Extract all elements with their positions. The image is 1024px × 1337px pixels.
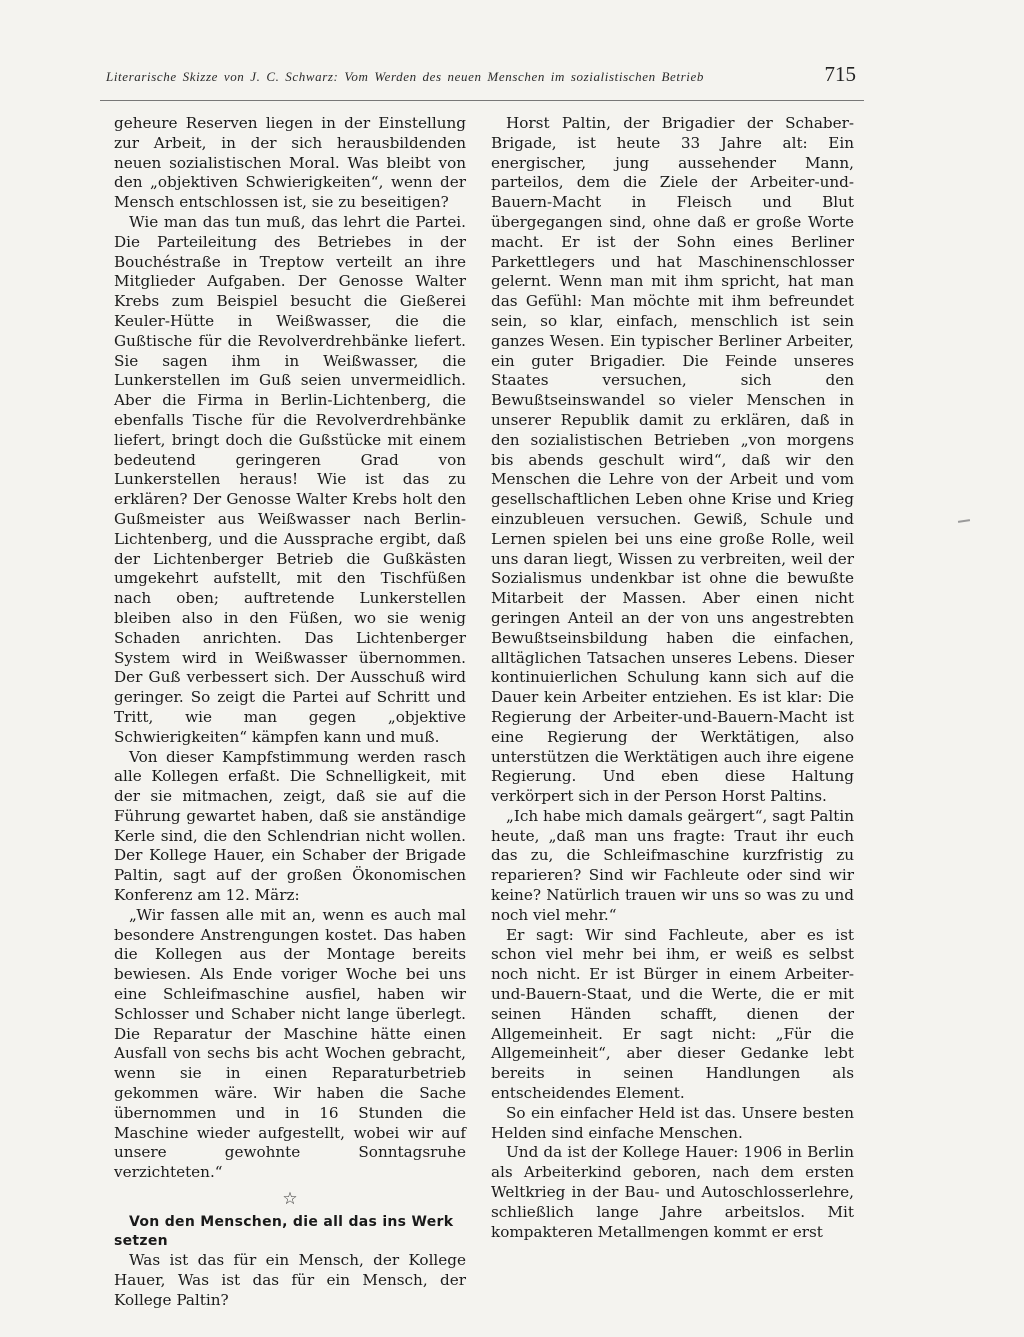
running-header [100,60,864,101]
page-number: 715 [824,62,856,86]
section-heading: Von den Menschen, die all das ins Werk setzen [114,1214,454,1250]
paragraph: Horst Paltin, der Brigadier der Schaber-Brigade, ist heute 33 Jahre alt: Ein energischer, jung aussehender Mann, parteilos, dem die Ziele der Arbeiter-und-Bauern-Macht in Fleisch und Blut übergegangen sind, ohne daß er große Worte macht. Er ist der Sohn eines Berliner Parkettlegers und hat Maschinenschlosser gelernt. Wenn man mit ihm spricht, hat man das Gefühl: Man möchte mit ihm befreundet sein, so klar, einfach, menschlich ist sein ganzes Wesen. Ein typischer Berliner Arbeiter, ein guter Brigadier. Die Feinde unseres Staates versuchen, sich den Bewußtseinswandel so vieler Menschen in unserer Republik damit zu erklären, daß in den sozialistischen Betrieben „von morgens bis abends geschult wird“, daß wir den Menschen die Lehre von der Arbeit und vom gesellschaftlichen Leben ohne Krise und Krieg einzubleuen versuchen. Gewiß, Schule und Lernen spielen bei uns eine große Rolle, weil uns daran liegt, Wissen zu verbreiten, weil der Sozialismus undenkbar ist ohne die bewußte Mitarbeit der Massen. Aber einen nicht geringen Anteil an der von uns angestrebten Bewußtseinsbildung haben die einfachen, alltäglichen Tatsachen unseres Lebens. Dieser kontinuierlichen Schulung kann sich auf die Dauer kein Arbeiter entziehen. Es ist klar: Die Regierung der Arbeiter-und-Bauern-Macht ist eine Regierung der Werktätigen, also unterstützen die Werktätigen auch ihre eigene Regierung. Und eben diese Haltung verkörpert sich in der Person Horst Paltins. [491,114,854,806]
paragraph: geheure Reserven liegen in der Einstellung zur Arbeit, in der sich herausbildenden neuen sozialistischen Moral. Was bleibt von den „objektiven Schwierigkeiten“, wenn der Mensch entschlossen ist, sie zu beseitigen? [114,114,466,212]
left-column [114,114,466,1310]
section-divider-star: ☆ [282,1189,298,1210]
paragraph: Was ist das für ein Mensch, der Kollege Hauer, Was ist das für ein Mensch, der Kollege Paltin? [114,1251,466,1309]
paragraph: Wie man das tun muß, das lehrt die Partei. Die Parteileitung des Betriebes in der Bouchéstraße in Treptow verteilt an ihre Mitglieder Aufgaben. Der Genosse Walter Krebs zum Beispiel besucht die Gießerei Keuler-Hütte in Weißwasser, die die Gußtische für die Revolverdrehbänke liefert. Sie sagen ihm in Weißwasser, die Lunkerstellen im Guß seien unvermeidlich. Aber die Firma in Berlin-Lichtenberg, die ebenfalls Tische für die Revolverdrehbänke liefert, bringt doch die Gußstücke mit einem bedeutend geringeren Grad von Lunkerstellen heraus! Wie ist das zu erklären? Der Genosse Walter Krebs holt den Gußmeister aus Weißwasser nach Berlin-Lichtenberg, und die Aussprache ergibt, daß der Lichtenberger Betrieb die Gußkästen umgekehrt aufstellt, mit den Tischfüßen nach oben; auftretende Lunkerstellen bleiben also in den Füßen, wo sie wenig Schaden anrichten. Das Lichtenberger System wird in Weißwasser übernommen. Der Guß verbessert sich. Der Ausschuß wird geringer. So zeigt die Partei auf Schritt und Tritt, wie man gegen „objektive Schwierigkeiten“ kämpfen kann und muß. [114,212,466,746]
paragraph: Und da ist der Kollege Hauer: 1906 in Berlin als Arbeiterkind geboren, nach dem ersten Weltkrieg in der Bau- und Autoschlosserlehre, schließlich lange Jahre arbeitslos. Mit kompakteren Metallmengen kommt er erst [491,1143,854,1241]
right-column [491,114,854,1242]
paragraph: So ein einfacher Held ist das. Unsere besten Helden sind einfache Menschen. [491,1103,854,1142]
quote-paragraph: „Wir fassen alle mit an, wenn es auch mal besondere Anstrengungen kostet. Das haben die Kollegen aus der Montage bereits bewiesen. Als Ende voriger Woche bei uns eine Schleifmaschine ausfiel, haben wir Schlosser und Schaber nicht lange überlegt. Die Reparatur der Maschine hätte einen Ausfall von sechs bis acht Wochen gebracht, wenn sie in einen Reparaturbetrieb gekommen wäre. Wir haben die Sache übernommen und in 16 Stunden die Maschine wieder aufgestellt, wobei wir auf unsere gewohnte Sonntagsruhe verzichteten.“ [114,905,466,1182]
paragraph: Er sagt: Wir sind Fachleute, aber es ist schon viel mehr bei ihm, er weiß es selbst noch nicht. Er ist Bürger in einem Arbeiter-und-Bauern-Staat, und die Werte, die er mit seinen Händen schafft, dienen der Allgemeinheit. Er sagt nicht: „Für die Allgemeinheit“, aber dieser Gedanke lebt bereits in seinen Handlungen als entscheidendes Element. [491,925,854,1103]
paragraph: Von dieser Kampfstimmung werden rasch alle Kollegen erfaßt. Die Schnelligkeit, mit der sie mitmachen, zeigt, daß sie auf die Führung gewartet haben, daß sie anständige Kerle sind, die den Schlendrian nicht wollen. Der Kollege Hauer, ein Schaber der Brigade Paltin, sagt auf der großen Ökonomischen Konferenz am 12. März: [114,747,466,905]
scan-mark [958,519,970,523]
running-head-title: Literarische Skizze von J. C. Schwarz: Vom Werden des neuen Menschen im sozialistischen Betrieb [106,69,704,84]
quote-paragraph: „Ich habe mich damals geärgert“, sagt Paltin heute, „daß man uns fragte: Traut ihr euch das zu, die Schleifmaschine kurzfristig zu reparieren? Sind wir Fachleute oder sind wir keine? Natürlich trauen wir uns so was zu und noch viel mehr.“ [491,806,854,924]
